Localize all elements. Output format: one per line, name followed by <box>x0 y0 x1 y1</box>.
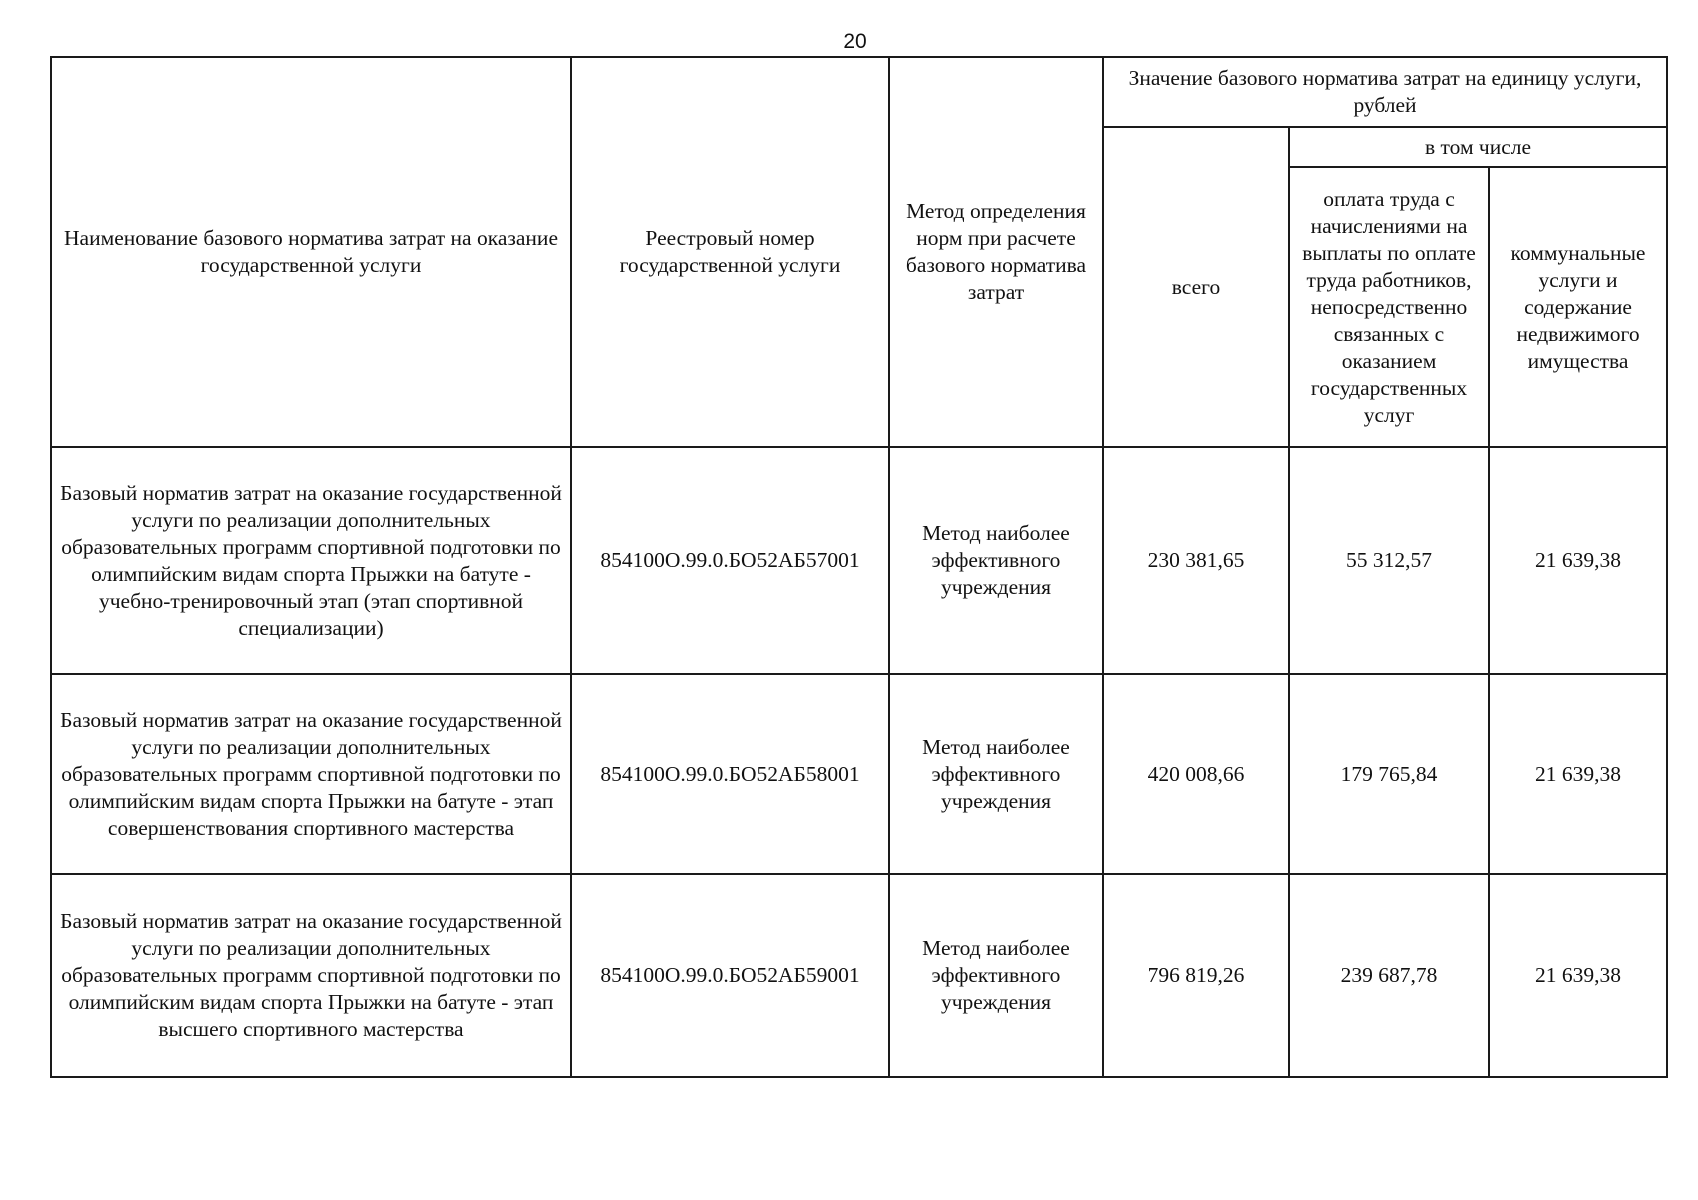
cell-labor: 55 312,57 <box>1289 447 1489 674</box>
header-name <box>51 57 571 447</box>
cell-name: Базовый норматив затрат на оказание государственной услуги по реализации дополнительных образовательных программ спортивной подготовки по олимпийским видам спорта Прыжки на батуте - этап совершенствования спортивного мастерства <box>51 674 571 874</box>
table-row <box>51 874 1667 1077</box>
cell-utilities: 21 639,38 <box>1489 447 1667 674</box>
page-number: 20 <box>843 30 867 53</box>
header-labor-text: оплата труда с начислениями на выплаты по оплате труда работников, непосредственно связанных с оказанием государственных услуг <box>1302 186 1476 427</box>
cell-total: 230 381,65 <box>1103 447 1289 674</box>
table-row <box>51 447 1667 674</box>
header-total-text: всего <box>1171 274 1221 299</box>
cell-name: Базовый норматив затрат на оказание государственной услуги по реализации дополнительных образовательных программ спортивной подготовки по олимпийским видам спорта Прыжки на батуте - этап высшего спортивного мастерства <box>51 874 571 1077</box>
cell-registry: 854100О.99.0.БО52АБ58001 <box>571 674 889 874</box>
header-registry-text: Реестровый номер государственной услуги <box>619 226 841 277</box>
header-registry <box>571 57 889 447</box>
header-row <box>51 57 1667 127</box>
header-value-group-text: Значение базового норматива затрат на единицу услуги, рублей <box>1128 66 1642 117</box>
header-including <box>1289 127 1667 167</box>
cell-registry: 854100О.99.0.БО52АБ59001 <box>571 874 889 1077</box>
cell-total: 796 819,26 <box>1103 874 1289 1077</box>
cell-name: Базовый норматив затрат на оказание государственной услуги по реализации дополнительных образовательных программ спортивной подготовки по олимпийским видам спорта Прыжки на батуте - учебно-тренировочный этап (этап спортивной специализации) <box>51 447 571 674</box>
cell-total: 420 008,66 <box>1103 674 1289 874</box>
header-value-group <box>1103 57 1667 127</box>
cell-method: Метод наиболее эффективного учреждения <box>889 674 1103 874</box>
table-row <box>51 674 1667 874</box>
cell-registry: 854100О.99.0.БО52АБ57001 <box>571 447 889 674</box>
header-labor <box>1289 167 1489 447</box>
cell-method: Метод наиболее эффективного учреждения <box>889 447 1103 674</box>
header-name-text: Наименование базового норматива затрат на оказание государственной услуги <box>64 226 558 277</box>
cell-utilities: 21 639,38 <box>1489 674 1667 874</box>
header-method <box>889 57 1103 447</box>
norms-table <box>50 56 1668 1078</box>
header-total <box>1103 127 1289 447</box>
cell-utilities: 21 639,38 <box>1489 874 1667 1077</box>
cell-labor: 239 687,78 <box>1289 874 1489 1077</box>
header-including-text: в том числе <box>1424 134 1532 159</box>
header-utilities <box>1489 167 1667 447</box>
header-utilities-text: коммунальные услуги и содержание недвижимого имущества <box>1510 240 1646 373</box>
header-method-text: Метод определения норм при расчете базового норматива затрат <box>905 199 1087 304</box>
cell-method: Метод наиболее эффективного учреждения <box>889 874 1103 1077</box>
cell-labor: 179 765,84 <box>1289 674 1489 874</box>
